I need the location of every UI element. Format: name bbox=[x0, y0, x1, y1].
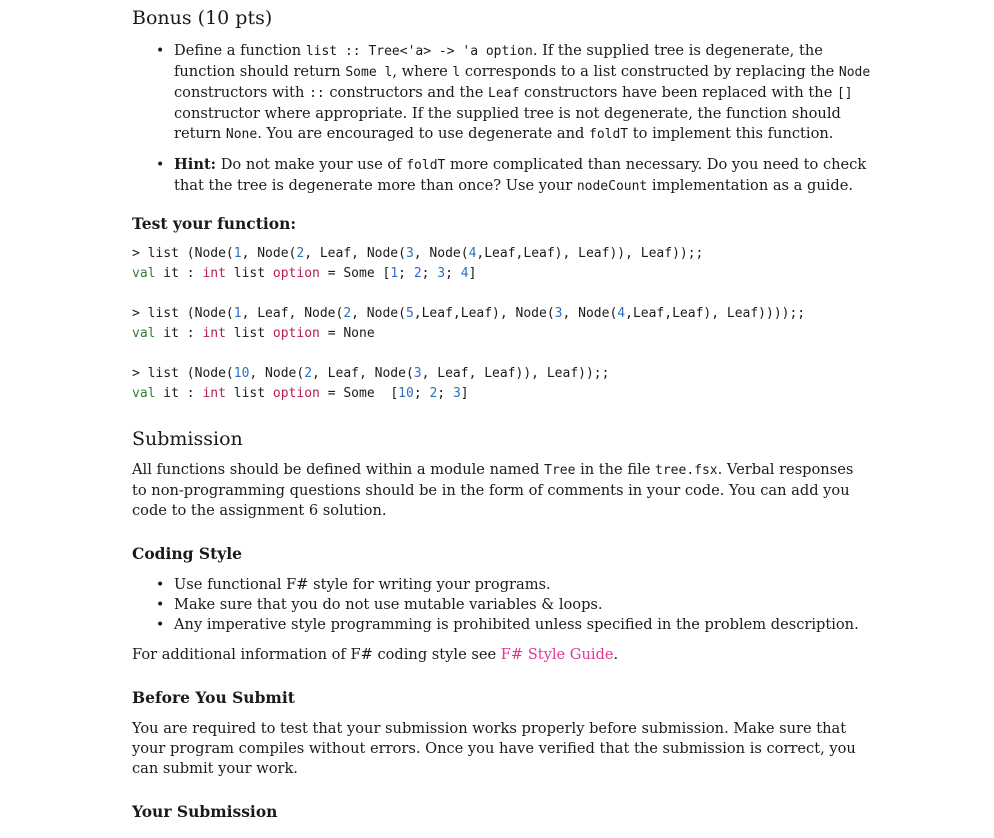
code-example-3-input: > list (Node(10, Node(2, Leaf, Node(3, Leaf, Leaf)), Leaf));; bbox=[132, 366, 610, 381]
bullet-icon: • bbox=[156, 157, 165, 173]
code-example-2-input: > list (Node(1, Leaf, Node(2, Node(5,Leaf,Leaf), Node(3, Node(4,Leaf,Leaf), Leaf))));; bbox=[132, 306, 806, 321]
bonus-item-define: • Define a function list :: Tree<'a> -> 'a option. If the supplied tree is degenerate, the function should return Some l, where l corresponds to a list constructed by replacing the Node constructors with :: constructors and the Leaf constructors have been replaced with the [] constructor where appropriate. If the supplied tree is not degenerate, the function should return None. You are encouraged to use degenerate and foldT to implement this function. bbox=[156, 42, 871, 142]
coding-style-item: • Make sure that you do not use mutable variables & loops. bbox=[156, 596, 603, 613]
code-signature: list :: Tree<'a> -> 'a option bbox=[305, 44, 533, 59]
bonus-list bbox=[132, 41, 872, 197]
submission-heading: Submission bbox=[132, 428, 243, 450]
code-example-3-output: val it : int list option = Some [10; 2; 3] bbox=[132, 386, 469, 401]
before-submit-heading: Before You Submit bbox=[132, 688, 295, 707]
code-example-1-input: > list (Node(1, Node(2, Leaf, Node(3, Node(4,Leaf,Leaf), Leaf)), Leaf));; bbox=[132, 246, 704, 261]
coding-style-list bbox=[132, 575, 872, 635]
bullet-icon: • bbox=[156, 577, 165, 593]
your-submission-heading: Your Submission bbox=[132, 802, 278, 821]
submission-text: All functions should be defined within a module named Tree in the file tree.fsx. Verbal responses to non-programming questions should be in the form of comments in your code. You can add you code to the assignment 6 solution. bbox=[132, 461, 854, 519]
coding-style-item: • Use functional F# style for writing your programs. bbox=[156, 576, 551, 593]
before-submit-text: You are required to test that your submission works properly before submission. Make sure that your program compiles without errors. Once you have verified that the submission is correct, you can submit your work. bbox=[132, 720, 856, 777]
bonus-heading: Bonus (10 pts) bbox=[132, 7, 273, 29]
style-guide-link[interactable]: F# Style Guide bbox=[500, 646, 614, 663]
code-example-1-output: val it : int list option = Some [1; 2; 3; 4] bbox=[132, 266, 477, 281]
bullet-icon: • bbox=[156, 43, 165, 59]
code-example-2-output: val it : int list option = None bbox=[132, 326, 375, 341]
coding-style-item: • Any imperative style programming is prohibited unless specified in the problem description. bbox=[156, 616, 859, 633]
bullet-icon: • bbox=[156, 597, 165, 613]
style-guide-note: For additional information of F# coding style see F# Style Guide. bbox=[132, 646, 619, 663]
bonus-item-hint: • Hint: Do not make your use of foldT more complicated than necessary. Do you need to check that the tree is degenerate more than once? Use your nodeCount implementation as a guide. bbox=[156, 156, 867, 194]
bullet-icon: • bbox=[156, 617, 165, 633]
coding-style-heading: Coding Style bbox=[132, 544, 243, 563]
test-heading: Test your function: bbox=[132, 214, 297, 233]
